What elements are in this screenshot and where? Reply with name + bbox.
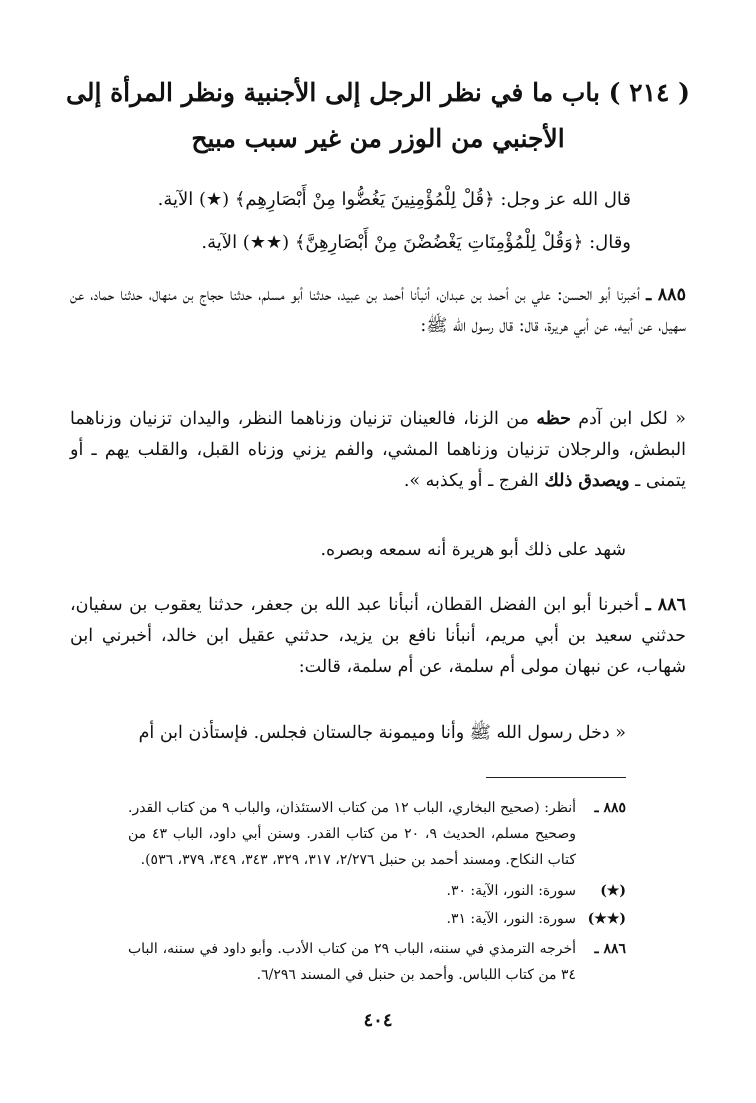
footnote-text: سورة: النور، الآية: ٣١. <box>446 911 576 927</box>
hadith-isnad: أخبرنا أبو الحسن: علي بن أحمد بن عبدان، أنبأنا أحمد بن عبيد، حدثنا أبو مسلم، حدثنا حجاج بن منهال، حدثنا حماد، عن سهيل، عن أبيه، عن أبي هريرة، قال: قال رسول الله ﷺ: <box>70 285 686 336</box>
matn-text: من الزنا، فالعينان تزنيان وزناهما النظر، واليدان تزنيان وزناهما البطش، والرجلان تزنيان وزناهما المشي، والفم يزني وزناه القبل، والقلب يهم ـ أو يتمنى ـ <box>70 409 686 491</box>
hadith-885-witness: شهد على ذلك أبو هريرة أنه سمعه وبصره. <box>320 540 626 560</box>
footnote-divider <box>486 777 626 778</box>
matn-bold-text: ويصدق ذلك <box>544 471 630 491</box>
footnote-text: سورة: النور، الآية: ٣٠. <box>446 883 576 899</box>
page-number: ٤٠٤ <box>363 1010 393 1031</box>
footnote <box>128 906 626 932</box>
hadith-number: ٨٨٦ ـ <box>645 595 686 615</box>
footnote <box>128 936 626 988</box>
hadith-886-isnad <box>70 590 686 683</box>
matn-text: « لكل ابن آدم <box>578 409 686 429</box>
hadith-886-matn: « دخل رسول الله ﷺ وأنا وميمونة جالستان فجلس. فإستأذن ابن أم <box>138 723 626 743</box>
hadith-885-matn <box>70 404 686 497</box>
matn-bold-text: حظه <box>536 409 571 429</box>
footnote <box>128 878 626 904</box>
verse-quote-2: وقال: ﴿وَقُلْ لِلْمُؤْمِنَاتِ يَغْضُضْنَ مِنْ أَبْصَارِهِنَّ﴾ (★★) الآية. <box>201 232 631 253</box>
footnote-text: أخرجه الترمذي في سننه، الباب ٢٩ من كتاب الأدب. وأبو داود في سننه، الباب ٣٤ من كتاب اللباس. وأحمد بن حنبل في المسند ٦/٢٩٦. <box>128 941 576 983</box>
matn-text: الفرج ـ أو يكذبه ». <box>403 471 539 491</box>
footnote <box>128 795 626 873</box>
footnote-label: ٨٨٦ ـ <box>594 941 626 957</box>
footnote-label: (★) <box>600 883 626 899</box>
hadith-885-isnad <box>70 280 686 342</box>
footnote-label: (★★) <box>587 911 626 927</box>
verse-quote-1: قال الله عز وجل: ﴿قُلْ لِلْمُؤْمِنِينَ يَغُضُّوا مِنْ أَبْصَارِهِم﴾ (★) الآية. <box>157 189 631 210</box>
hadith-number: ٨٨٥ ـ <box>646 285 686 305</box>
footnote-label: ٨٨٥ ـ <box>594 800 626 816</box>
hadith-isnad: أخبرنا أبو ابن الفضل القطان، أنبأنا عبد الله بن جعفر، حدثنا يعقوب بن سفيان، حدثني سعيد بن أبي مريم، أنبأنا نافع بن يزيد، حدثني عقيل ابن خالد، أخبرني ابن شهاب، عن نبهان مولى أم سلمة، عن أم سلمة، قالت: <box>70 595 686 677</box>
footnote-text: أنظر: (صحيح البخاري، الباب ١٢ من كتاب الاستئذان، والباب ٩ من كتاب القدر. وصحيح مسلم، الحديث ٩، ٢٠ من كتاب القدر. وسنن أبي داود، الباب ٤٣ من كتاب النكاح. ومسند أحمد بن حنبل ٢/٢٧٦، ٣١٧، ٣٢٩، ٣٤٣، ٣٤٩، ٣٧٩، ٥٣٦). <box>128 800 577 868</box>
chapter-title: ( ٢١٤ ) باب ما في نظر الرجل إلى الأجنبية ونظر المرأة إلى الأجنبي من الوزر من غير سبب مبيح <box>65 78 690 153</box>
